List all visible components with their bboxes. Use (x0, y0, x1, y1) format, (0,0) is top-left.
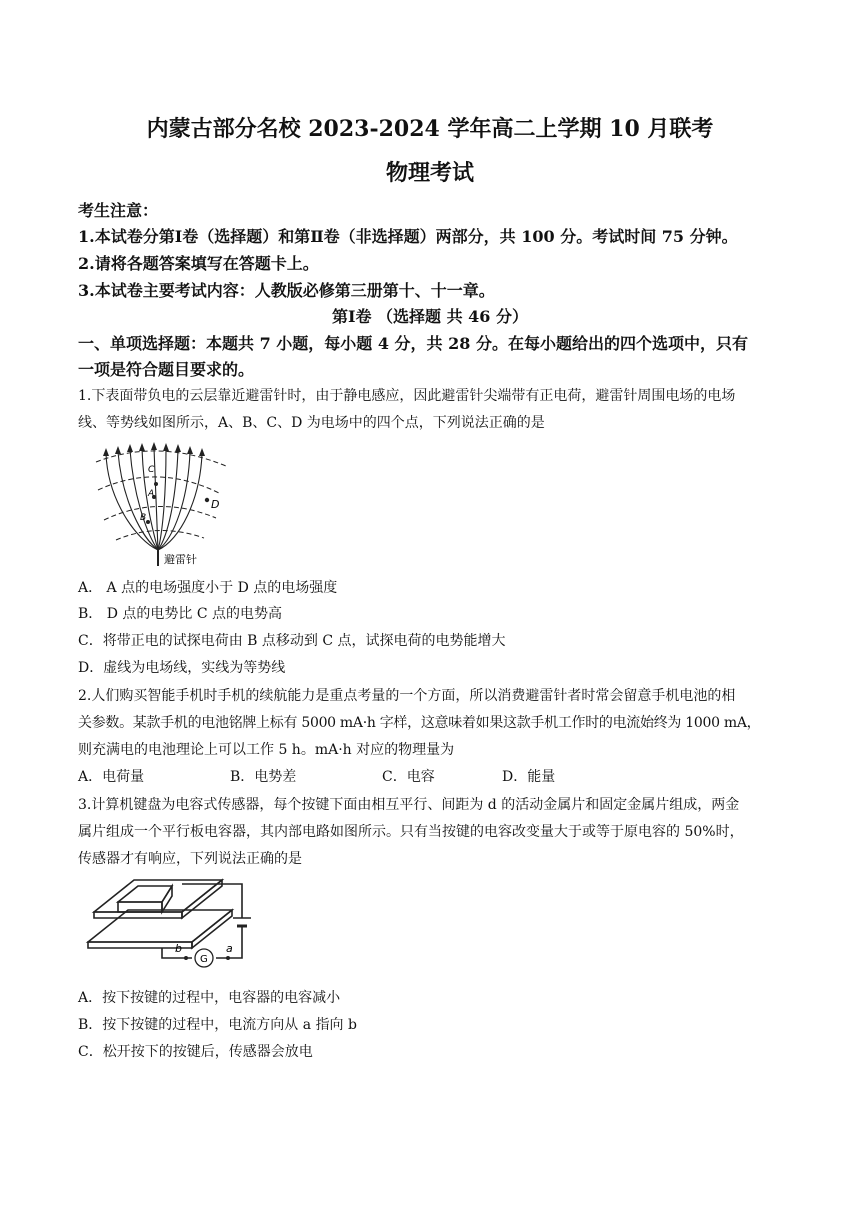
q2-option-a: A．电荷量 (78, 769, 145, 785)
q1-stem-line-2: 线、等势线如图所示，A、B、C、D 为电场中的四个点，下列说法正确的是 (78, 415, 545, 431)
q3-stem-line-3: 传感器才有响应，下列说法正确的是 (78, 851, 302, 867)
point-c-marker (154, 482, 158, 486)
section-heading: 第Ⅰ卷 （选择题 共 46 分） (331, 307, 529, 326)
q2-stem-line-2: 关参数。某款手机的电池铭牌上标有 5000 mA·h 字样，这意味着如果这款手机工作时的电流始终为 1000 mA， (78, 715, 761, 731)
exam-title: 内蒙古部分名校 2023-2024 学年高二上学期 10 月联考 (146, 116, 714, 142)
notice-item-1: 1.本试卷分第Ⅰ卷（选择题）和第Ⅱ卷（非选择题）两部分，共 100 分。考试时间 75 分钟。 (78, 227, 738, 246)
q1-option-b: B． D 点的电势比 C 点的电势高 (78, 606, 283, 622)
q3-stem-line-1: 3.计算机键盘为电容式传感器，每个按键下面由相互平行、间距为 d 的活动金属片和固定金属片组成，两金 (78, 797, 740, 813)
notice-item-2: 2.请将各题答案填写在答题卡上。 (78, 254, 319, 273)
q3-stem-line-2: 属片组成一个平行板电容器，其内部电路如图所示。只有当按键的电容改变量大于或等于原电容的 50%时， (78, 824, 744, 840)
rod-label: 避雷针 (164, 553, 197, 566)
q1-stem-line-1: 1.下表面带负电的云层靠近避雷针时，由于静电感应，因此避雷针尖端带有正电荷，避雷针周围电场的电场 (78, 388, 736, 404)
q2-option-d: D．能量 (502, 769, 556, 785)
point-d-marker (205, 498, 209, 502)
point-b-marker (146, 520, 150, 524)
q3-option-b: B．按下按键的过程中，电流方向从 a 指向 b (78, 1017, 357, 1033)
q2-stem-line-1: 2.人们购买智能手机时手机的续航能力是重点考量的一个方面，所以消费避雷针者时常会留意手机电池的相 (78, 688, 736, 704)
q1-option-d: D．虚线为电场线，实线为等势线 (78, 660, 286, 676)
point-d-label: D (211, 498, 220, 511)
q3-option-a: A．按下按键的过程中，电容器的电容减小 (78, 990, 341, 1006)
part-instruction-line-2: 一项是符合题目要求的。 (78, 360, 255, 379)
point-a-label: A (148, 489, 155, 499)
part-instruction-line-1: 一、单项选择题：本题共 7 小题，每小题 4 分，共 28 分。在每小题给出的四个选项中，只有 (78, 334, 748, 353)
lightning-rod-field-figure (76, 440, 251, 570)
galvanometer-label: G (200, 954, 208, 965)
q1-option-a: A． A 点的电场强度小于 D 点的电场强度 (78, 580, 338, 596)
keyboard-capacitor-figure (82, 872, 252, 970)
terminal-a-label: a (226, 942, 233, 955)
q2-stem-line-3: 则充满电的电池理论上可以工作 5 h。mA·h 对应的物理量为 (78, 742, 455, 758)
q2-option-c: C．电容 (382, 769, 435, 785)
q2-option-b: B．电势差 (230, 769, 297, 785)
terminal-b-label: b (175, 942, 182, 955)
q3-option-c: C．松开按下的按键后，传感器会放电 (78, 1044, 313, 1060)
point-b-label: B (140, 513, 147, 523)
exam-subtitle: 物理考试 (385, 160, 474, 186)
q1-option-c: C．将带正电的试探电荷由 B 点移动到 C 点，试探电荷的电势能增大 (78, 633, 506, 649)
notice-item-3: 3.本试卷主要考试内容：人教版必修第三册第十、十一章。 (78, 281, 495, 300)
point-c-label: C (148, 465, 155, 475)
notice-heading: 考生注意： (78, 201, 159, 220)
